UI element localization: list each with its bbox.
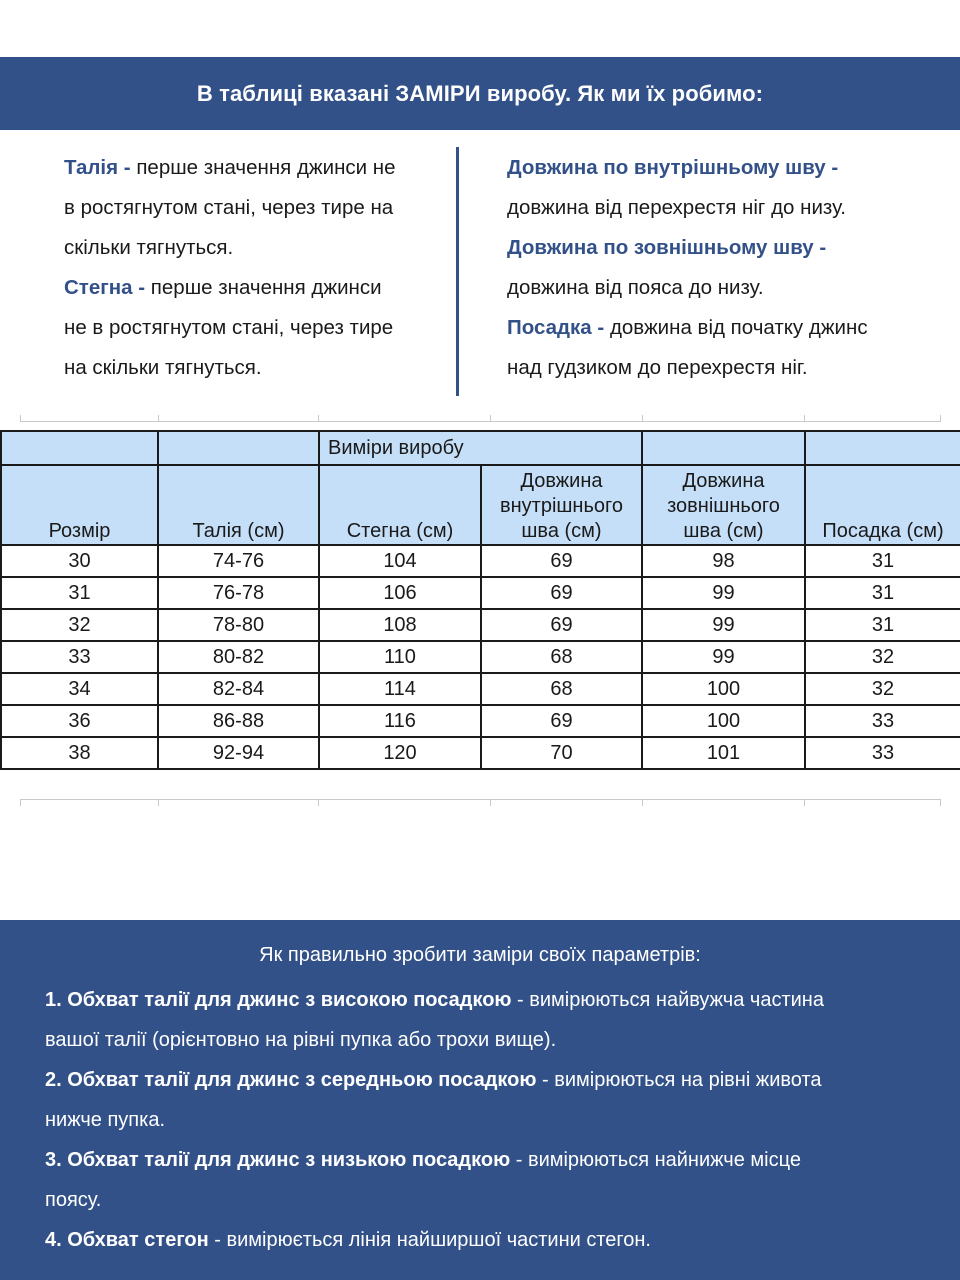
group-cell-empty <box>805 431 960 465</box>
table-row <box>1 705 960 737</box>
table-row <box>1 609 960 641</box>
cell-waist: 82-84 <box>158 673 319 705</box>
cell-outseam: 99 <box>642 609 805 641</box>
col-header-outseam-line: Довжина <box>682 470 765 492</box>
how-to-item-4-heading: 4. Обхват стегон <box>45 1229 209 1251</box>
waist-line-2: в ростягнутом стані, через тире на <box>64 196 394 219</box>
top-scale-tick <box>642 415 643 422</box>
cell-outseam: 98 <box>642 545 805 577</box>
hips-line-2: не в ростягнутом стані, через тире <box>64 316 394 339</box>
group-cell-empty <box>1 431 158 465</box>
bottom-scale-tick <box>158 799 159 806</box>
cell-size: 31 <box>1 577 158 609</box>
header-title: В таблиці вказані ЗАМІРИ виробу. Як ми їх робимо: <box>196 80 764 106</box>
cell-rise: 31 <box>805 577 960 609</box>
cell-waist: 74-76 <box>158 545 319 577</box>
cell-size: 38 <box>1 737 158 769</box>
top-scale-tick <box>318 415 319 422</box>
outseam-term: Довжина по зовнішньому шву - <box>507 236 827 259</box>
col-header-outseam-line: зовнішнього <box>667 495 780 517</box>
bottom-scale-tick <box>804 799 805 806</box>
top-scale-tick <box>20 415 21 422</box>
top-scale-tick <box>804 415 805 422</box>
cell-size: 33 <box>1 641 158 673</box>
hips-desc-1: перше значення джинси <box>145 276 382 299</box>
how-to-item-3-text: - вимірюються найнижче місце <box>510 1149 801 1171</box>
waist-desc-1: перше значення джинси не <box>130 156 396 179</box>
cell-size: 30 <box>1 545 158 577</box>
top-scale-tick <box>940 415 941 422</box>
cell-hips: 106 <box>319 577 481 609</box>
cell-outseam: 99 <box>642 641 805 673</box>
rise-desc-1: довжина від початку джинс <box>604 316 868 339</box>
rise-line-1 <box>507 308 947 348</box>
rise-term: Посадка - <box>507 316 605 339</box>
col-header-inseam-line: внутрішнього <box>499 495 623 517</box>
bottom-scale-tick <box>940 799 941 806</box>
how-to-item-2-line-2: нижче пупка. <box>45 1109 165 1131</box>
cell-inseam: 70 <box>481 737 642 769</box>
cell-inseam: 69 <box>481 609 642 641</box>
table-header-row <box>1 465 960 545</box>
cell-size: 34 <box>1 673 158 705</box>
outseam-desc: довжина від пояса до низу. <box>507 276 764 299</box>
header-banner <box>0 57 960 130</box>
cell-rise: 31 <box>805 545 960 577</box>
cell-waist: 80-82 <box>158 641 319 673</box>
cell-hips: 116 <box>319 705 481 737</box>
col-header-waist: Талія (см) <box>158 465 319 545</box>
cell-rise: 32 <box>805 641 960 673</box>
how-to-item-1-heading: 1. Обхват талії для джинс з високою посадкою <box>45 989 512 1011</box>
how-to-item-1-text: - вимірюються найвужча частина <box>511 989 824 1011</box>
col-header-inseam <box>481 465 642 545</box>
col-header-rise: Посадка (см) <box>805 465 960 545</box>
table-row <box>1 577 960 609</box>
explanations-left <box>64 148 449 388</box>
cell-inseam: 69 <box>481 577 642 609</box>
how-to-item-1-line-2: вашої талії (орієнтовно на рівні пупка або трохи вище). <box>45 1029 557 1051</box>
waist-line-3: скільки тягнуться. <box>64 236 234 259</box>
cell-rise: 33 <box>805 737 960 769</box>
hips-term: Стегна - <box>64 276 146 299</box>
cell-rise: 33 <box>805 705 960 737</box>
how-to-item-3-line-2: поясу. <box>45 1189 102 1211</box>
cell-waist: 92-94 <box>158 737 319 769</box>
cell-inseam: 69 <box>481 545 642 577</box>
cell-inseam: 68 <box>481 673 642 705</box>
cell-size: 36 <box>1 705 158 737</box>
cell-hips: 114 <box>319 673 481 705</box>
cell-waist: 78-80 <box>158 609 319 641</box>
bottom-scale-tick <box>490 799 491 806</box>
cell-rise: 32 <box>805 673 960 705</box>
col-header-size: Розмір <box>1 465 158 545</box>
bottom-scale-tick <box>642 799 643 806</box>
hips-line-1 <box>64 268 449 308</box>
how-to-item-3-heading: 3. Обхват талії для джинс з низькою посадкою <box>45 1149 511 1171</box>
inseam-term: Довжина по внутрішньому шву - <box>507 156 839 179</box>
bottom-scale-tick <box>318 799 319 806</box>
cell-waist: 76-78 <box>158 577 319 609</box>
how-to-item-4-text: - вимірюється лінія найширшої частини стегон. <box>208 1229 651 1251</box>
cell-outseam: 99 <box>642 577 805 609</box>
top-scale-tick <box>490 415 491 422</box>
col-header-outseam <box>642 465 805 545</box>
col-header-hips: Стегна (см) <box>319 465 481 545</box>
explanations-right <box>507 148 947 388</box>
how-to-item-4-line-1 <box>45 1220 945 1260</box>
how-to-list <box>45 980 945 1260</box>
cell-inseam: 69 <box>481 705 642 737</box>
cell-outseam: 100 <box>642 673 805 705</box>
col-header-inseam-line: шва (см) <box>521 520 602 542</box>
cell-inseam: 68 <box>481 641 642 673</box>
hips-line-3: на скільки тягнуться. <box>64 356 262 379</box>
cell-waist: 86-88 <box>158 705 319 737</box>
cell-hips: 108 <box>319 609 481 641</box>
table-group-row <box>1 431 960 465</box>
how-to-item-1-line-1 <box>45 980 945 1020</box>
size-table <box>0 430 960 770</box>
cell-outseam: 101 <box>642 737 805 769</box>
table-row <box>1 673 960 705</box>
bottom-scale-tick <box>20 799 21 806</box>
table-row <box>1 545 960 577</box>
cell-rise: 31 <box>805 609 960 641</box>
col-header-outseam-line: шва (см) <box>683 520 764 542</box>
measurement-explanations <box>0 130 960 410</box>
group-cell-empty <box>642 431 805 465</box>
column-divider <box>456 147 459 396</box>
how-to-item-2-heading: 2. Обхват талії для джинс з середньою посадкою <box>45 1069 537 1091</box>
col-header-inseam-line: Довжина <box>520 470 603 492</box>
cell-hips: 104 <box>319 545 481 577</box>
group-title: Виміри виробу <box>319 431 642 465</box>
inseam-desc: довжина від перехрестя ніг до низу. <box>507 196 846 219</box>
top-scale-tick <box>158 415 159 422</box>
how-to-item-3-line-1 <box>45 1140 945 1180</box>
cell-size: 32 <box>1 609 158 641</box>
how-to-item-2-text: - вимірюються на рівні живота <box>536 1069 822 1091</box>
cell-hips: 110 <box>319 641 481 673</box>
table-row <box>1 641 960 673</box>
cell-outseam: 100 <box>642 705 805 737</box>
group-cell-empty <box>158 431 319 465</box>
cell-hips: 120 <box>319 737 481 769</box>
waist-term: Талія - <box>64 156 131 179</box>
table-row <box>1 737 960 769</box>
waist-line-1 <box>64 148 449 188</box>
how-to-measure-panel <box>0 920 960 1280</box>
how-to-item-2-line-1 <box>45 1060 945 1100</box>
how-to-title: Як правильно зробити заміри своїх параметрів: <box>259 944 701 966</box>
rise-line-2: над гудзиком до перехрестя ніг. <box>507 356 808 379</box>
